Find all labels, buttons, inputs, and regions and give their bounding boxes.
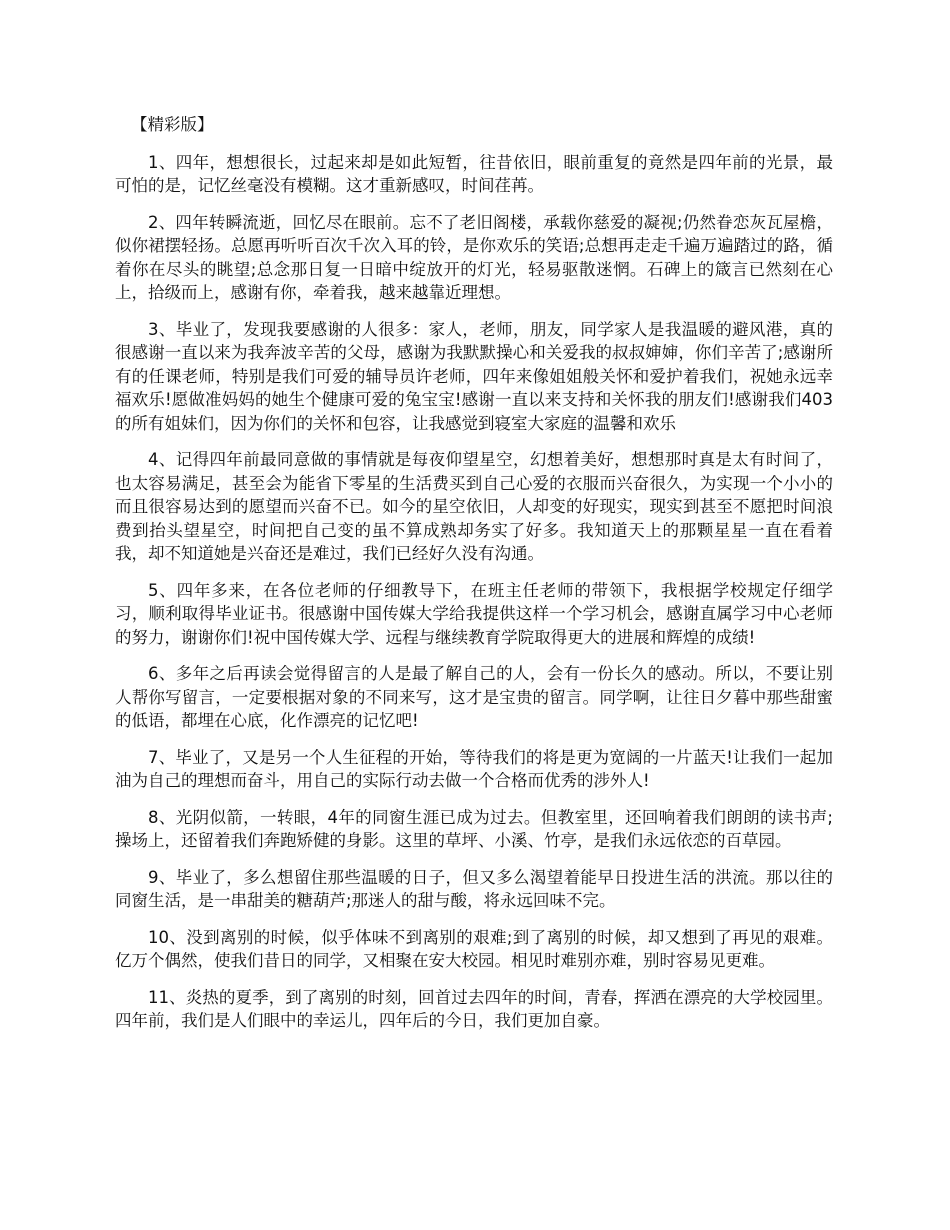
section-heading: 【精彩版】 <box>131 115 214 134</box>
paragraph-5: 5、四年多来，在各位老师的仔细教导下，在班主任老师的带领下，我根据学校规定仔细学习，顺利取得毕业证书。很感谢中国传媒大学给我提供这样一个学习机会，感谢直属学习中心老师的努力，谢谢你们!祝中国传媒大学、远程与继续教育学院取得更大的进展和辉煌的成绩! <box>115 580 833 647</box>
paragraph-2: 2、四年转瞬流逝，回忆尽在眼前。忘不了老旧阁楼，承载你慈爱的凝视;仍然眷恋灰瓦屋檐，似你裙摆轻扬。总愿再听听百次千次入耳的铃，是你欢乐的笑语;总想再走走千遍万遍踏过的路，循着你在尽头的眺望;总念那日复一日暗中绽放开的灯光，轻易驱散迷惘。石碑上的箴言已然刻在心上，拾级而上，感谢有你，牵着我，越来越靠近理想。 <box>115 212 833 302</box>
paragraph-10: 10、没到离别的时候，似乎体味不到离别的艰难;到了离别的时候，却又想到了再见的艰难。亿万个偶然，使我们昔日的同学，又相聚在安大校园。相见时难别亦难，别时容易见更难。 <box>115 927 833 970</box>
paragraph-8: 8、光阴似箭，一转眼，4年的同窗生涯已成为过去。但教室里，还回响着我们朗朗的读书声;操场上，还留着我们奔跑矫健的身影。这里的草坪、小溪、竹亭，是我们永远依恋的百草园。 <box>115 807 833 850</box>
paragraph-9: 9、毕业了，多么想留住那些温暖的日子，但又多么渴望着能早日投进生活的洪流。那以往的同窗生活，是一串甜美的糖葫芦;那迷人的甜与酸，将永远回味不完。 <box>115 867 833 910</box>
paragraph-7: 7、毕业了，又是另一个人生征程的开始，等待我们的将是更为宽阔的一片蓝天!让我们一起加油为自己的理想而奋斗，用自己的实际行动去做一个合格而优秀的涉外人! <box>115 747 833 790</box>
document-body <box>115 113 833 1046</box>
paragraph-3: 3、毕业了，发现我要感谢的人很多：家人，老师，朋友，同学家人是我温暖的避风港，真的很感谢一直以来为我奔波辛苦的父母，感谢为我默默操心和关爱我的叔叔婶婶，你们辛苦了;感谢所有的任课老师，特别是我们可爱的辅导员许老师，四年来像姐姐般关怀和爱护着我们，祝她永远幸福欢乐!愿做准妈妈的她生个健康可爱的兔宝宝!感谢一直以来支持和关怀我的朋友们!感谢我们403的所有姐妹们，因为你们的关怀和包容，让我感觉到寝室大家庭的温馨和欢乐 <box>115 319 833 433</box>
paragraph-6: 6、多年之后再读会觉得留言的人是最了解自己的人，会有一份长久的感动。所以，不要让别人帮你写留言，一定要根据对象的不同来写，这才是宝贵的留言。同学啊，让往日夕暮中那些甜蜜的低语，都埋在心底，化作漂亮的记忆吧! <box>115 664 833 730</box>
paragraph-1: 1、四年，想想很长，过起来却是如此短暂，往昔依旧，眼前重复的竟然是四年前的光景，最可怕的是，记忆丝毫没有模糊。这才重新感叹，时间荏苒。 <box>115 152 833 195</box>
paragraph-11: 11、炎热的夏季，到了离别的时刻，回首过去四年的时间，青春，挥洒在漂亮的大学校园里。四年前，我们是人们眼中的幸运儿，四年后的今日，我们更加自豪。 <box>115 987 833 1030</box>
paragraph-4: 4、记得四年前最同意做的事情就是每夜仰望星空，幻想着美好，想想那时真是太有时间了，也太容易满足，甚至会为能省下零星的生活费买到自己心爱的衣服而兴奋很久，为实现一个小小的而且很容易达到的愿望而兴奋不已。如今的星空依旧，人却变的好现实，现实到甚至不愿把时间浪费到抬头望星空，时间把自己变的虽不算成熟却务实了好多。我知道天上的那颗星星一直在看着我，却不知道她是兴奋还是难过，我们已经好久没有沟通。 <box>115 450 833 563</box>
